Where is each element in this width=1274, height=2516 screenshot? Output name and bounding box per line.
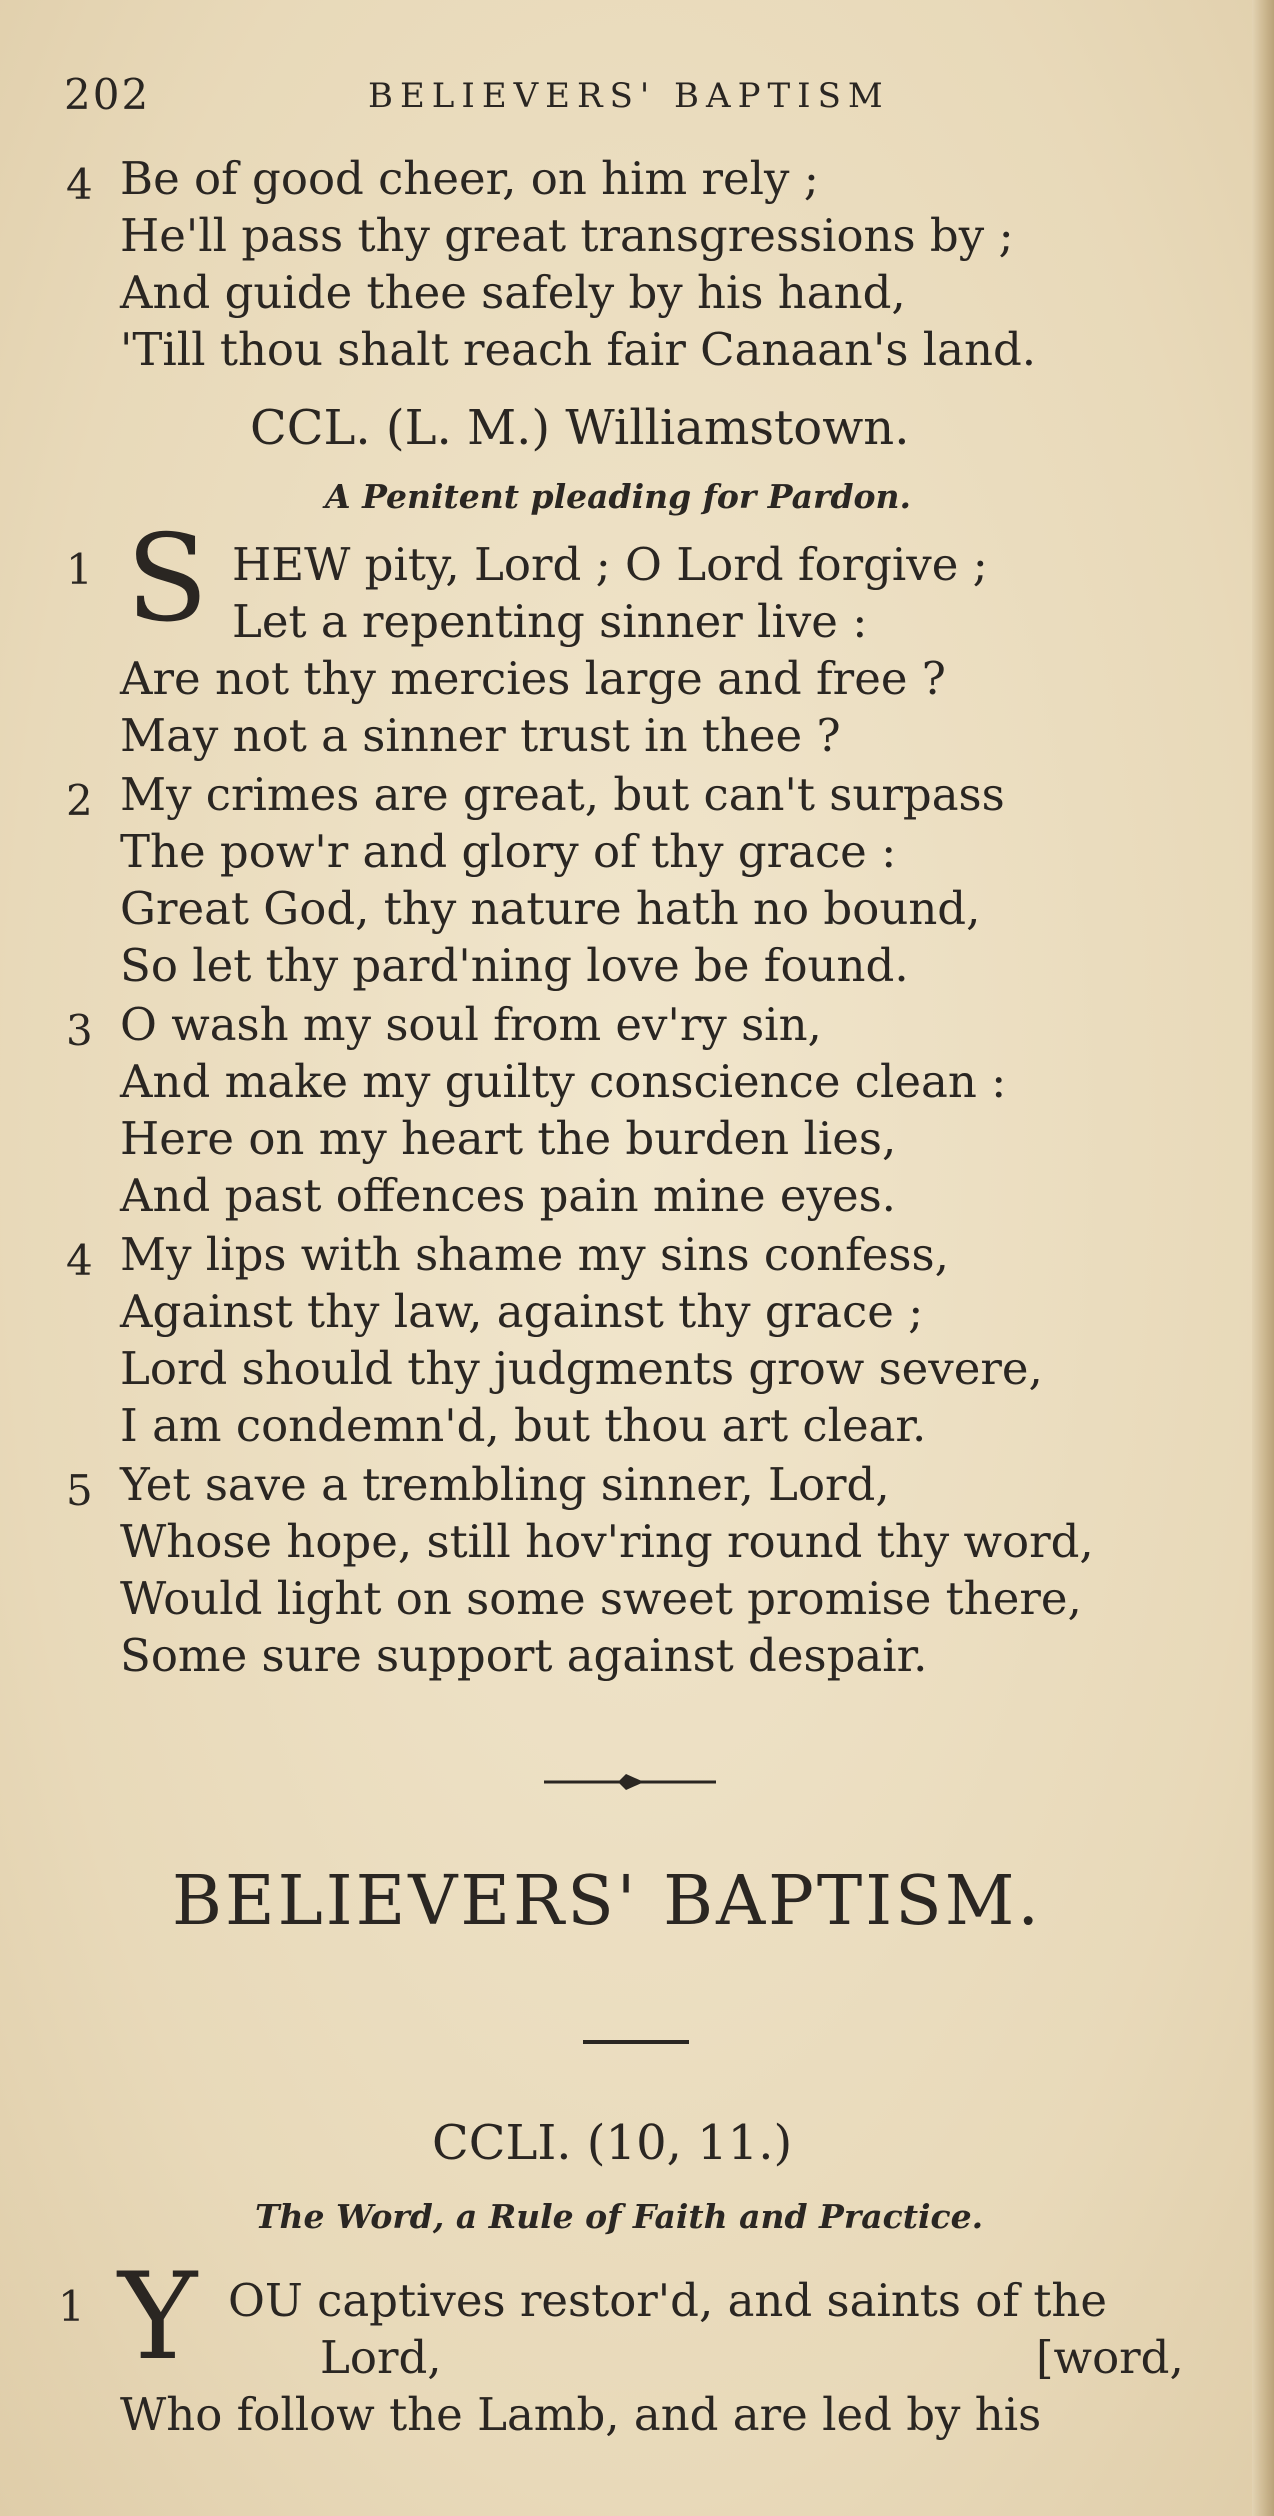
verse-line: Let a repenting sinner live :: [232, 595, 868, 648]
drop-cap: Y: [118, 2248, 198, 2387]
verse-line: My lips with shame my sins confess,: [120, 1228, 949, 1281]
verse-line: Lord,: [320, 2331, 442, 2384]
verse-number: 3: [66, 1006, 93, 1055]
verse-line: 'Till thou shalt reach fair Canaan's land.: [120, 323, 1037, 376]
verse-line: He'll pass thy great transgressions by ;: [120, 209, 1014, 262]
verse-line: HEW pity, Lord ; O Lord forgive ;: [232, 538, 988, 591]
verse-line: Be of good cheer, on him rely ;: [120, 152, 819, 205]
short-rule: [583, 2040, 689, 2044]
verse-number: 4: [66, 1236, 93, 1285]
verse-line: And guide thee safely by his hand,: [120, 266, 906, 319]
verse-line: Against thy law, against thy grace ;: [120, 1285, 924, 1338]
verse-line: Yet save a trembling sinner, Lord,: [120, 1458, 890, 1511]
verse-line: And past offences pain mine eyes.: [120, 1169, 896, 1222]
verse-line: O wash my soul from ev'ry sin,: [120, 998, 822, 1051]
ornament-divider: [540, 1770, 720, 1794]
verse-line: My crimes are great, but can't surpass: [120, 768, 1005, 821]
verse-number: 2: [66, 776, 93, 825]
verse-number: 5: [66, 1466, 93, 1515]
verse-line: Who follow the Lamb, and are led by his: [120, 2388, 1042, 2441]
page-number: 202: [64, 70, 151, 119]
verse-line: Great God, thy nature hath no bound,: [120, 882, 981, 935]
running-title: BELIEVERS' BAPTISM: [368, 76, 890, 116]
verse-line: OU captives restor'd, and saints of the: [228, 2274, 1108, 2327]
verse-number: 4: [66, 160, 93, 209]
verse-line: And make my guilty conscience clean :: [120, 1055, 1007, 1108]
section-heading: BELIEVERS' BAPTISM.: [172, 1862, 1042, 1941]
verse-line: Would light on some sweet promise there,: [120, 1572, 1082, 1625]
drop-cap: S: [126, 510, 209, 649]
verse-line: So let thy pard'ning love be found.: [120, 939, 909, 992]
verse-line: Whose hope, still hov'ring round thy word,: [120, 1515, 1094, 1568]
hymn-subtitle: The Word, a Rule of Faith and Practice.: [255, 2197, 984, 2236]
hymn-title: CCLI. (10, 11.): [432, 2115, 793, 2171]
page-edge: [1252, 0, 1274, 2516]
verse-line: Some sure support against despair.: [120, 1629, 928, 1682]
hymn-title: CCL. (L. M.) Williamstown.: [250, 400, 910, 456]
verse-line: Are not thy mercies large and free ?: [120, 652, 946, 705]
verse-line: I am condemn'd, but thou art clear.: [120, 1399, 927, 1452]
verse-line: Here on my heart the burden lies,: [120, 1112, 897, 1165]
verse-number: 1: [58, 2282, 85, 2331]
verse-line: Lord should thy judgments grow severe,: [120, 1342, 1043, 1395]
verse-number: 1: [66, 545, 93, 594]
hymn-subtitle: A Penitent pleading for Pardon.: [325, 477, 912, 516]
verse-line: May not a sinner trust in thee ?: [120, 709, 841, 762]
verse-line: The pow'r and glory of thy grace :: [120, 825, 897, 878]
verse-line-carryover: [word,: [1036, 2331, 1184, 2384]
